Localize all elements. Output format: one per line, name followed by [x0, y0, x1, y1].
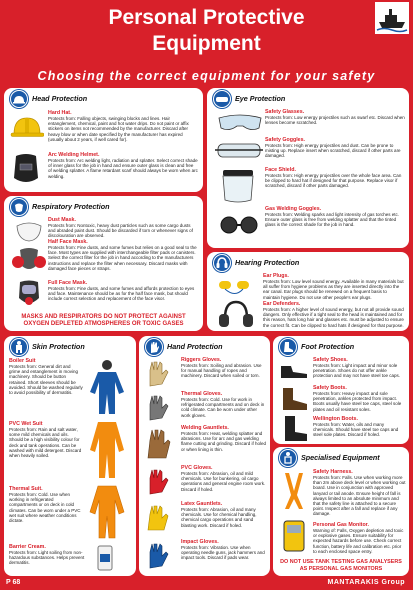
resp-item-full-face-mask [48, 280, 198, 302]
item-title: Thermal Gloves. [181, 391, 223, 397]
foot-item-safety-boots [313, 385, 406, 412]
eye-item-safety-glasses [265, 109, 405, 125]
item-title: Personal Gas Monitor. [313, 522, 369, 528]
full-face-mask-image [12, 280, 46, 308]
pvc-wet-suit-image [84, 420, 130, 480]
section-title: Hearing Protection [235, 258, 300, 267]
item-description: Protects from: Rain and salt water, some mild chemicals and oils. Should be a high visibility colour for deck and tank operations. Can be washed with mild detergent. Discard when heavily soiled. [9, 427, 82, 459]
item-title: Barrier Cream. [9, 544, 46, 550]
item-title: Ear Plugs. [263, 273, 289, 279]
item-description: Protects from: Soiling and abrasion. Use for manual handling of ropes and machinery. Discard when soiled or torn. [181, 363, 262, 379]
goggles-icon [214, 91, 230, 107]
item-title: Boiler Suit [9, 358, 36, 364]
ear-plugs-image [215, 276, 255, 296]
hand-item-impact-gloves [181, 539, 267, 561]
foot-protection-badge [279, 338, 297, 356]
item-description: Protects from: Abrasion, oil and mild chemicals. Use for bunkering, oil cargo operations and general engine room work. Discard if holed. [181, 471, 266, 492]
item-description: Protects from: Vibration. Use when operating needle guns, jack hammers and impact tools. Discard if pads wear. [181, 545, 265, 561]
item-title: Riggers Gloves. [181, 357, 222, 363]
item-title: Ear Defenders. [263, 301, 301, 307]
hard-hat-icon [11, 91, 27, 107]
hard-hat-image [10, 112, 44, 142]
item-title: Safety Shoes. [313, 357, 348, 363]
item-description: Protects from: Heavy impact and sole penetration, ankles protected from impact. Boots usually have steel toe caps, steel sole plates and oil resistant soles. [313, 391, 402, 412]
item-description: Protects from: Cold. Use when working in refrigerated compartments or on deck in cold climates. Can be worn under a PVC wet suit where weather conditions dictate. [9, 492, 81, 524]
thermal-suit-image [84, 484, 130, 540]
head-item-hard-hat [48, 110, 198, 142]
item-description: Protects from: Welding sparks and light intensity of gas torches etc. Ensure outer glass is free from welding splatter and that the tinted glass is the correct shade for the job in hand. [265, 212, 399, 228]
ship-icon [375, 2, 409, 34]
latex-gauntlets-image [142, 502, 178, 532]
hearing-item-ear-defenders [263, 301, 405, 328]
head-item-welding-helmet [48, 152, 198, 179]
hearing-item-ear-plugs [263, 273, 405, 300]
safety-shoes-image [277, 360, 311, 380]
foot-item-wellington-boots [313, 416, 406, 438]
hearing-protection-badge [213, 254, 231, 272]
poster-code: P 68 [6, 579, 21, 586]
item-title: Gas Welding Goggles. [265, 206, 322, 212]
item-description: Protects from: Falling objects, swinging blocks and lines. Hair entanglement, chemical, paint and hot water drips. Do not paint or affix stickers on items not recommended by the manufacturer. Discard after heavy blow or when date specified by the manufacturer has expired (usually about 2 years, if well cared for). [48, 116, 189, 142]
resp-item-dust-mask [48, 217, 198, 239]
eye-item-face-shield [265, 167, 405, 189]
safety-harness-image [277, 471, 311, 511]
section-title: Skin Protection [32, 342, 85, 351]
impact-gloves-image [142, 540, 178, 570]
spec-item-safety-harness [313, 469, 406, 517]
hearing-protection-panel [207, 252, 409, 331]
eye-protection-badge [213, 90, 231, 108]
hand-item-pvc-gloves [181, 465, 267, 492]
glove-icon [146, 339, 162, 355]
section-title: Head Protection [32, 94, 88, 103]
skin-item-boiler-suit [9, 358, 83, 395]
item-title: Welding Gauntlets. [181, 425, 229, 431]
hand-item-thermal-gloves [181, 391, 267, 418]
eye-item-gas-welding-goggles [265, 206, 405, 228]
spec-item-gas-monitor [313, 522, 406, 554]
section-title: Hand Protection [167, 342, 223, 351]
item-description: Protects from: Falls. Use when working more than 2m above deck level or when working out board. Use in conjunction with approved lanyard or tail anode. Ensure height of fall is always limited to an absolute minimum and that the safety line is attached to a secure point. Inspect after a fall and replace if any damage. [313, 475, 406, 517]
foot-protection-panel [273, 336, 409, 444]
thermal-gloves-image [142, 392, 178, 422]
item-description: Protects from: Light soiling from non-hazardous substances. Helps prevent dermatitis. [9, 550, 85, 566]
respirator-warning: MASKS AND RESPIRATORS DO NOT PROTECT AGAINST OXYGEN DEPLETED ATMOSPHERES OR TOXIC GASES [21, 314, 186, 328]
header [0, 0, 413, 68]
item-title: Face Shield. [265, 167, 296, 173]
hand-item-latex-gauntlets [181, 501, 267, 528]
boiler-suit-image [84, 358, 130, 416]
item-title: Safety Harness. [313, 469, 353, 475]
item-description: Protects from: Cold. Use for work in refrigerated compartments and on deck in cold climate. Can be worn under other work gloves. [181, 397, 265, 418]
welding-helmet-image [10, 152, 42, 186]
eye-item-safety-goggles [265, 137, 405, 159]
gas-welding-goggles-image [215, 214, 263, 236]
gas-analyser-warning: DO NOT USE TANK TESTING GAS ANALYSERS AS PERSONAL GAS MONITORS [280, 559, 402, 572]
item-description: Protects from: Water, oils and many chemicals. Should have steel toe caps and steel sole plates. Discard if holed. [313, 422, 399, 438]
item-title: Wellington Boots. [313, 416, 358, 422]
item-description: Protects from: Low level sound energy. Available in many materials but all suffer from hygiene problems as they are inserted directly into the ear canal. Ear plugs should be renewed on a frequent basis to maintain hygiene. Do not use other people's ear plugs. [263, 279, 404, 300]
item-title: PVC Gloves. [181, 465, 213, 471]
specialised-equipment-panel [273, 447, 409, 576]
item-description: Protects from: Heat, welding splatter and abrasions. Use for arc and gas welding flame cutting and grinding. Discard if holed or when lining is thin. [181, 431, 267, 452]
foot-item-safety-shoes [313, 357, 406, 379]
item-title: Safety Boots. [313, 385, 347, 391]
section-title: Specialised Equipment [301, 453, 380, 462]
harness-icon [280, 450, 296, 466]
item-title: Safety Goggles. [265, 137, 306, 143]
overalls-icon [11, 339, 27, 355]
safety-glasses-image [215, 110, 265, 134]
item-description: Protects from: Low energy projectiles such as swarf etc. Discard when lenses become scratched. [265, 115, 405, 126]
item-title: Thermal Suit. [9, 486, 43, 492]
safety-boots-image [277, 386, 311, 412]
section-title: Eye Protection [235, 94, 286, 103]
skin-protection-badge [10, 338, 28, 356]
hand-item-riggers-gloves [181, 357, 267, 379]
wellington-boots-image [277, 416, 311, 442]
page-subtitle: Choosing the correct equipment for your safety [37, 69, 376, 83]
item-description: Protects from: Arc welding light, radiation and splatter. Select correct shade of inner glass for the job in hand and ensure outer glass is clean and free of welding splatter. A flame retardant scarf should always be worn when arc welding. [48, 158, 198, 179]
item-title: Impact Gloves. [181, 539, 219, 545]
safety-goggles-image [215, 140, 263, 160]
item-title: Latex Gauntlets. [181, 501, 223, 507]
head-protection-badge [10, 90, 28, 108]
head-protection-panel [4, 88, 203, 192]
boot-icon [280, 339, 296, 355]
eye-protection-panel [207, 88, 409, 248]
item-title: Full Face Mask. [48, 280, 88, 286]
brand-name: MANTARAKIS Group [327, 579, 405, 586]
barrier-cream-image [92, 542, 122, 572]
half-face-mask-image [12, 246, 46, 274]
mask-icon [11, 199, 27, 215]
specialised-equipment-badge [279, 449, 297, 467]
page-title-line2: Equipment [152, 32, 261, 55]
skin-item-pvc-wet-suit [9, 421, 83, 458]
item-title: Hard Hat. [48, 110, 72, 116]
skin-protection-panel [4, 336, 136, 576]
item-description: Protects from: General dirt and grime and entanglement in moving machinery. Should be button retained. Short sleeves should be avoided. Should be washed regularly to avoid possibility of dermatitis. [9, 364, 83, 396]
section-title: Foot Protection [301, 342, 355, 351]
hand-protection-panel [139, 336, 270, 576]
skin-item-thermal-suit [9, 486, 83, 523]
ear-defenders-icon [214, 255, 230, 271]
welding-gauntlets-image [142, 426, 178, 460]
item-description: Protects from: Nontoxic, heavy dust particles such as some cargo dusts and abraded paint dust. Should be discarded if torn or whenever signs of discolouration are observed. [48, 223, 193, 239]
item-description: Protects from: High energy projectiles over the whole face area. Can be clipped to hard hat if designed for that purpose. Replace visor if scratched, discard if other parts damaged. [265, 173, 402, 189]
item-title: Safety Glasses. [265, 109, 305, 115]
pvc-gloves-image [142, 466, 178, 496]
section-title: Respiratory Protection [32, 202, 110, 211]
page-title-line1: Personal Protective [108, 6, 305, 29]
item-description: Protects from: High energy projectiles and dust. Can be prone to misting up. Replace insert when scratched, discard if other parts are damaged. [265, 143, 401, 159]
item-title: Arc Welding Helmet. [48, 152, 100, 158]
item-description: Protects from: A higher level of sound energy, but not all provide sound dangers. Only effective if a tight seal to the head is maintained and for this reason, hats long hair and glasses etc. must be adjusted to ensure the correct fit. Can be clipped to hard hats if designed for that purpose. [263, 307, 404, 328]
item-description: Protects from: Fine dusts, and some fumes and affords protection to eyes and face. Maintenance should be as for the half face mask, but should include correct selection and replacement of the face visor. [48, 286, 195, 302]
riggers-gloves-image [142, 358, 178, 388]
hand-protection-badge [145, 338, 163, 356]
dust-mask-image [14, 220, 44, 242]
resp-item-half-face-mask [48, 239, 198, 271]
gas-monitor-image [281, 519, 307, 553]
item-title: Half Face Mask. [48, 239, 88, 245]
item-description: Protects from: Abrasion, oil and many chemicals. Use for chemical handling, chemical cargo operations and sand blasting work. Discard if holed. [181, 507, 257, 528]
respiratory-protection-panel [4, 196, 203, 331]
item-description: Protects from: Fine dusts, and some fumes but relies on a good seal to the face. Most types are supplied with interchangeable filter pads or canisters. Select the correct filter for the job in hand according to the manufacturers instructions and replace the filter when necessary. Discard masks with damaged face pieces or straps. [48, 245, 197, 271]
item-description: Warning of: Falls, Oxygen depletion and toxic or explosive gases. Ensure suitability for expected hazards before use. Check correct function, battery life and calibration etc. prior to each enclosed space entry. [313, 528, 404, 554]
skin-item-barrier-cream [9, 544, 89, 566]
footer [0, 578, 413, 590]
item-description: Protects from: Light impact and minor sole penetration. Shoes do not offer ankle protection and may not have steel toe caps. [313, 363, 401, 379]
item-title: PVC Wet Suit [9, 421, 43, 427]
face-shield-image [217, 168, 259, 204]
hand-item-welding-gauntlets [181, 425, 267, 452]
item-title: Dust Mask. [48, 217, 76, 223]
ear-defenders-image [217, 300, 255, 328]
respiratory-protection-badge [10, 198, 28, 216]
